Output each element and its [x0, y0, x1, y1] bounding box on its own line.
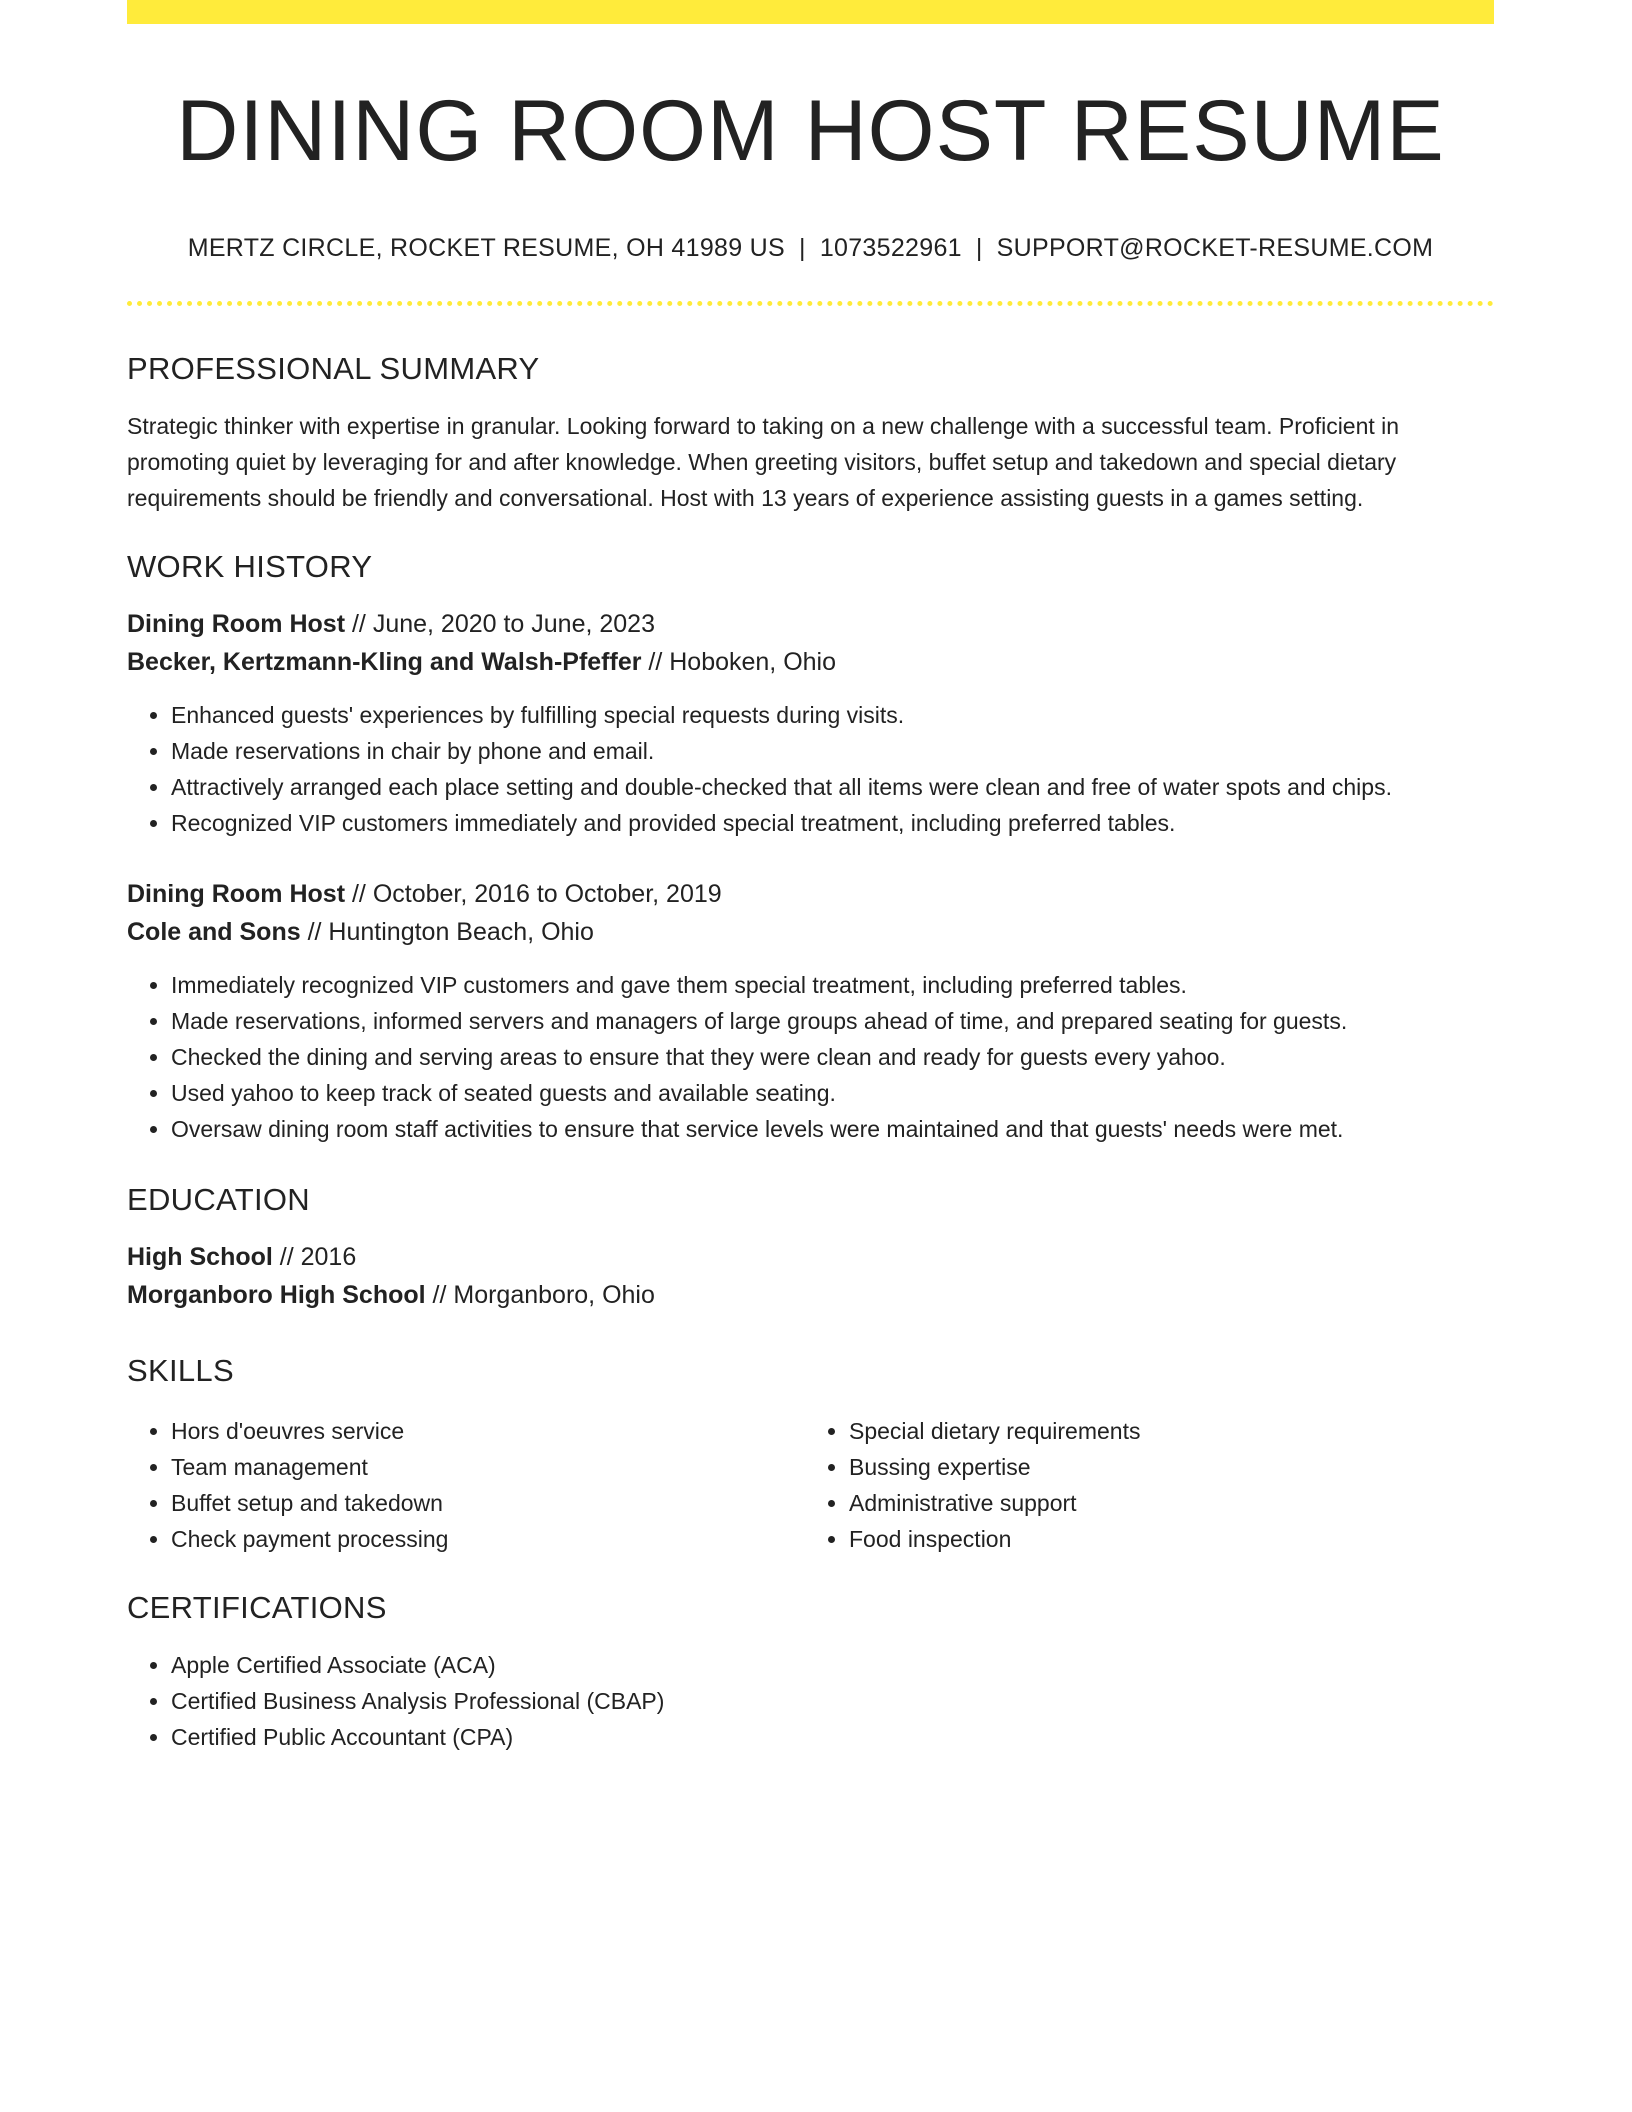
education-school: Morganboro High School [127, 1281, 426, 1310]
contact-separator: | [799, 233, 806, 262]
contact-line [127, 233, 1494, 263]
job-title-line [127, 605, 1494, 643]
job-company-line [127, 643, 1494, 681]
skills-heading: SKILLS [127, 1353, 234, 1389]
resume-page [127, 0, 1494, 1755]
summary-heading: PROFESSIONAL SUMMARY [127, 350, 540, 386]
education-degree: High School [127, 1243, 273, 1272]
education-location: // Morganboro, Ohio [425, 1281, 655, 1310]
job-bullets [127, 697, 1494, 841]
list-item: • Immediately recognized VIP customers and gave them special treatment, including preferred tables. [171, 967, 1494, 1003]
work-history-heading: WORK HISTORY [127, 548, 373, 584]
list-item: • Recognized VIP customers immediately and provided special treatment, including preferred tables. [171, 805, 1494, 841]
contact-address: MERTZ CIRCLE, ROCKET RESUME, OH 41989 US [187, 233, 786, 262]
resume-title: DINING ROOM HOST RESUME [176, 83, 1445, 179]
job-bullets [127, 967, 1494, 1147]
job-company: Cole and Sons [127, 917, 301, 946]
job-entry [127, 605, 1494, 841]
job-location: // Huntington Beach, Ohio [300, 917, 594, 946]
contact-phone: 1073522961 [819, 233, 962, 262]
job-title-line [127, 875, 1494, 913]
education-school-line [127, 1276, 1494, 1314]
job-company-line [127, 913, 1494, 951]
job-entry [127, 875, 1494, 1147]
certifications-list [127, 1647, 1494, 1755]
dotted-divider [127, 301, 1494, 306]
skills-list-left [127, 1413, 801, 1557]
job-dates: // October, 2016 to October, 2019 [345, 879, 722, 908]
list-item: • Checked the dining and serving areas to ensure that they were clean and ready for guests every yahoo. [171, 1039, 1494, 1075]
job-company: Becker, Kertzmann-Kling and Walsh-Pfeffer [127, 647, 642, 676]
skills-list-right [801, 1413, 1479, 1557]
job-title: Dining Room Host [127, 879, 346, 908]
list-item: • Used yahoo to keep track of seated guests and available seating. [171, 1075, 1494, 1111]
skill-item: • Team management [171, 1449, 801, 1485]
list-item: • Made reservations in chair by phone and email. [171, 733, 1494, 769]
list-item: • Made reservations, informed servers and managers of large groups ahead of time, and prepared seating for guests. [171, 1003, 1494, 1039]
contact-email: SUPPORT@ROCKET-RESUME.COM [996, 233, 1434, 262]
skill-item: • Hors d'oeuvres service [171, 1413, 801, 1449]
job-location: // Hoboken, Ohio [641, 647, 837, 676]
summary-text: Strategic thinker with expertise in granular. Looking forward to taking on a new challenge with a successful team. Proficient in promoting quiet by leveraging for and after knowledge. When greeting visitors, buffet setup and takedown and special dietary requirements should be friendly and conversational. Host with 13 years of experience assisting guests in a games setting. [127, 412, 1400, 511]
accent-top-bar [127, 0, 1494, 24]
skill-item: • Special dietary requirements [849, 1413, 1479, 1449]
certification-item: • Certified Public Accountant (CPA) [171, 1719, 1494, 1755]
skill-item: • Administrative support [849, 1485, 1479, 1521]
contact-separator: | [975, 233, 983, 262]
education-year: // 2016 [272, 1243, 357, 1272]
list-item: • Oversaw dining room staff activities to ensure that service levels were maintained and that guests' needs were met. [171, 1111, 1494, 1147]
skill-item: • Bussing expertise [849, 1449, 1479, 1485]
skill-item: • Buffet setup and takedown [171, 1485, 801, 1521]
certification-item: • Certified Business Analysis Professional (CBAP) [171, 1683, 1494, 1719]
certifications-heading: CERTIFICATIONS [127, 1590, 387, 1626]
list-item: • Enhanced guests' experiences by fulfilling special requests during visits. [171, 697, 1494, 733]
list-item: • Attractively arranged each place setting and double-checked that all items were clean and free of water spots and chips. [171, 769, 1494, 805]
skills-columns [127, 1413, 1494, 1557]
job-title: Dining Room Host [127, 609, 346, 638]
education-degree-line [127, 1238, 1494, 1276]
skill-item: • Check payment processing [171, 1521, 801, 1557]
education-heading: EDUCATION [127, 1181, 310, 1217]
certification-item: • Apple Certified Associate (ACA) [171, 1647, 1494, 1683]
job-dates: // June, 2020 to June, 2023 [345, 609, 655, 638]
skill-item: • Food inspection [849, 1521, 1479, 1557]
